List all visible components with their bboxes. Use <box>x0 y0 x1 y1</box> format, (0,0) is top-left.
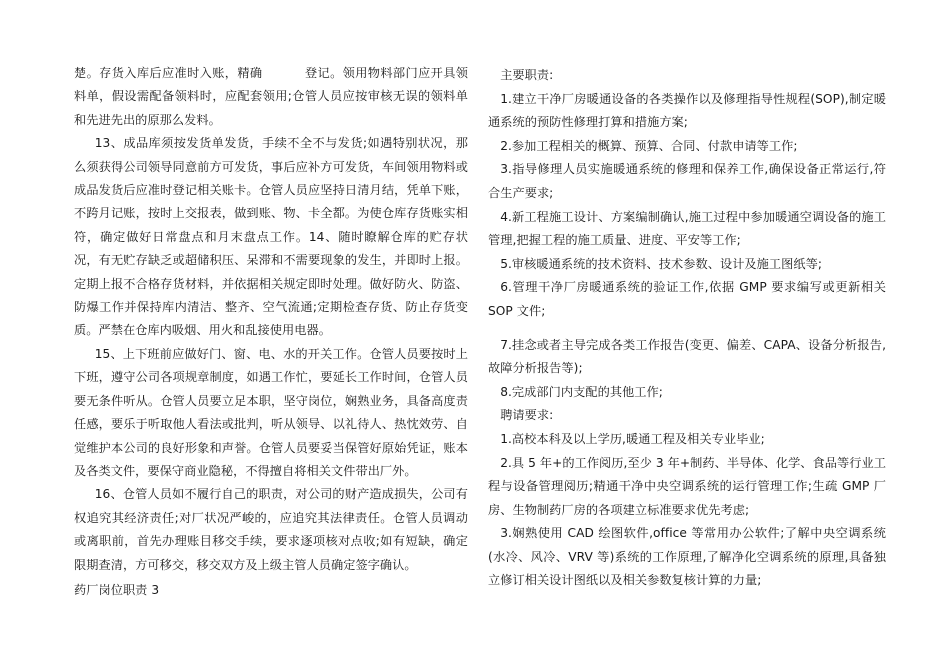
paragraph-item-13-14: 13、成品库须按发货单发货，手续不全不与发货;如遇特别状况，那么须获得公司领导同意前方可发货，事后应补方可发货，车间领用物料或成品发货后应准时登记相关账卡。仓管人员应坚持日清月结，凭单下账，不跨月记账，按时上交报表，做到账、物、卡全都。为使仓库存货账实相符，确定做好日常盘点和月末盘点工作。14、随时瞭解仓库的贮存状况，有无贮存缺乏或超储积压、呆滞和不需要现象的发生，并即时上报。定期上报不合格存货材料，并依据相关规定即时处理。做好防火、防盗、防爆工作并保持库内清洁、整齐、空气流通;定期检查存货、防止存货变质。严禁在仓库内吸烟、用火和乱接使用电器。 <box>74 136 468 338</box>
duty-item: 7.挂念或者主导完成各类工作报告(变更、偏差、CAPA、设备分析报告,故障分析报告等); <box>488 337 886 376</box>
section-heading: 药厂岗位职责 3 <box>74 582 160 597</box>
duty-item: 1.建立干净厂房暖通设备的各类操作以及修理指导性规程(SOP),制定暖通系统的预防性修理打算和措施方案; <box>488 91 886 130</box>
duty-item: 2.参加工程相关的概算、预算、合同、付款申请等工作; <box>500 138 798 153</box>
requirement-item: 1.高校本科及以上学历,暖通工程及相关专业毕业; <box>500 431 765 446</box>
requirement-item: 3.娴熟使用 CAD 绘图软件,office 等常用办公软件;了解中央空调系统(水冷、风冷、VRV 等)系统的工作原理,了解净化空调系统的原理,具备独立修订相关设计图纸以及相关参数复核计算的力量; <box>488 526 886 588</box>
paragraph-item-15: 15、上下班前应做好门、窗、电、水的开关工作。仓管人员要按时上下班，遵守公司各项规章制度，如遇工作忙，要延长工作时间，仓管人员要无条件听从。仓管人员要立足本职，坚守岗位，娴熟业务，具备高度责任感，要乐于听取他人看法或批判，听从领导、以礼待人、热忱效劳、自觉维护本公司的良好形象和声誉。仓管人员要妥当保管好原始凭证，账本及各类文件，要保守商业隐秘，不得擅自将相关文件带出厂外。 <box>74 346 468 478</box>
requirements-title: 聘请要求: <box>500 408 554 423</box>
left-column <box>74 62 468 602</box>
duty-item: 4.新工程施工设计、方案编制确认,施工过程中参加暖通空调设备的施工管理,把握工程的施工质量、进度、平安等工作; <box>488 209 886 248</box>
duty-item: 3.指导修理人员实施暖通系统的修理和保养工作,确保设备正常运行,符合生产要求; <box>488 162 886 200</box>
requirement-item: 2.具 5 年+的工作阅历,至少 3 年+制药、半导体、化学、食品等行业工程与设备管理阅历;精通干净中央空调系统的运行管理工作;生疏 GMP 厂房、生物制药厂房的各项建立标准要求优先考虑; <box>488 455 886 517</box>
paragraph-warehouse-intake: 楚。存货入库后应准时入账，精确 登记。领用物料部门应开具领料单，假设需配备领料时，应配套领用;仓管人员应按审核无误的领料单和先进先出的原那么发料。 <box>74 66 468 127</box>
duty-item: 5.审核暖通系统的技术资料、技术参数、设计及施工图纸等; <box>500 256 823 271</box>
duty-item: 6.管理干净厂房暖通系统的验证工作,依据 GMP 要求编写或更新相关 SOP 文件; <box>488 280 890 318</box>
paragraph-item-16: 16、仓管人员如不履行自己的职责，对公司的财产造成损失，公司有权追究其经济责任;对厂状况严峻的，应追究其法律责任。仓管人员调动或离职前，首先办理账目移交手续，要求逐项核对点收;如有短缺，确定限期查清，方可移交，移交双方及上级主管人员确定签字确认。 <box>74 487 468 572</box>
right-column <box>488 64 890 593</box>
duties-title: 主要职责: <box>500 68 554 82</box>
duty-item: 8.完成部门内支配的其他工作; <box>500 384 663 399</box>
